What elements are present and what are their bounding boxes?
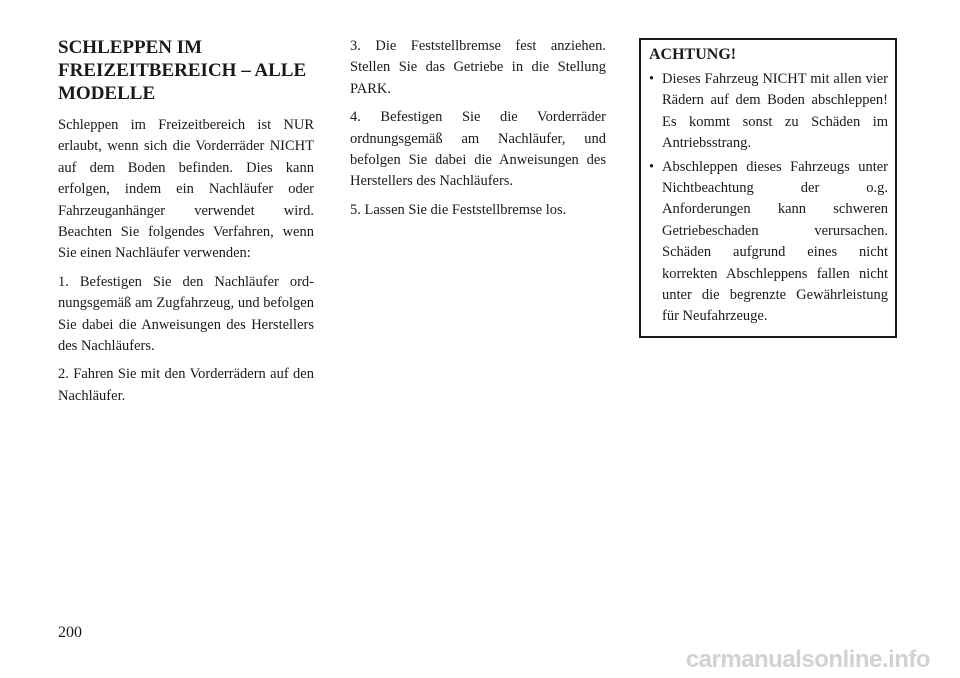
bullet-icon: • bbox=[649, 158, 655, 175]
step-5: 5. Lassen Sie die Feststellbremse los. bbox=[350, 201, 567, 218]
step-1: 1. Befestigen Sie den Nachläufer ordnungsgemäß am Zugfahrzeug, und befolgen Sie dabei die Anweisungen des Herstellers des Nachläufers. bbox=[58, 273, 314, 355]
step-4: 4. Befestigen Sie die Vorderräder ordnungsgemäß am Nachläufer, und befolgen Sie dabei die Anweisungen des Herstellers des Nachläufers. bbox=[350, 109, 606, 190]
warning-item bbox=[649, 157, 888, 328]
warning-title: ACHTUNG! bbox=[649, 46, 737, 63]
middle-column bbox=[350, 36, 606, 228]
step-3: 3. Die Feststellbremse fest anziehen. Stellen Sie das Getriebe in die Stellung PARK. bbox=[350, 38, 606, 97]
warning-item-text: Dieses Fahrzeug NICHT mit allen vier Rädern auf dem Boden abschleppen! Es kommt sonst zu Schäden im Antriebsstrang. bbox=[662, 71, 888, 152]
bullet-icon: • bbox=[649, 71, 655, 87]
right-column bbox=[639, 38, 895, 338]
warning-item bbox=[649, 69, 888, 155]
page-number: 200 bbox=[58, 624, 82, 641]
section-heading: SCHLEPPEN IM FREIZEITBEREICH – ALLE MODELLE bbox=[58, 37, 307, 104]
warning-item-text: Abschleppen dieses Fahrzeugs unter Nichtbeachtung der o.g. Anforderungen kann schweren Getriebeschaden verursachen. Schäden aufgrund eines nicht korrekten Abschleppens fallen nicht unter die begrenzte Gewährleistung für Neufahrzeuge. bbox=[662, 158, 888, 325]
intro-paragraph: Schleppen im Freizeitbereich ist NUR erlaubt, wenn sich die Vorderräder NICHT auf dem Boden befinden. Dies kann erfolgen, indem ein Nachläufer oder Fahrzeuganhänger verwendet wird. Beachten Sie folgendes Verfahren, wenn Sie einen Nachläufer verwenden: bbox=[58, 117, 314, 262]
watermark-text: carmanualsonline.info bbox=[685, 646, 930, 673]
warning-list bbox=[649, 69, 888, 328]
warning-box bbox=[639, 38, 897, 338]
left-column bbox=[58, 36, 314, 414]
step-2: 2. Fahren Sie mit den Vorderrädern auf den Nachläufer. bbox=[58, 366, 314, 404]
